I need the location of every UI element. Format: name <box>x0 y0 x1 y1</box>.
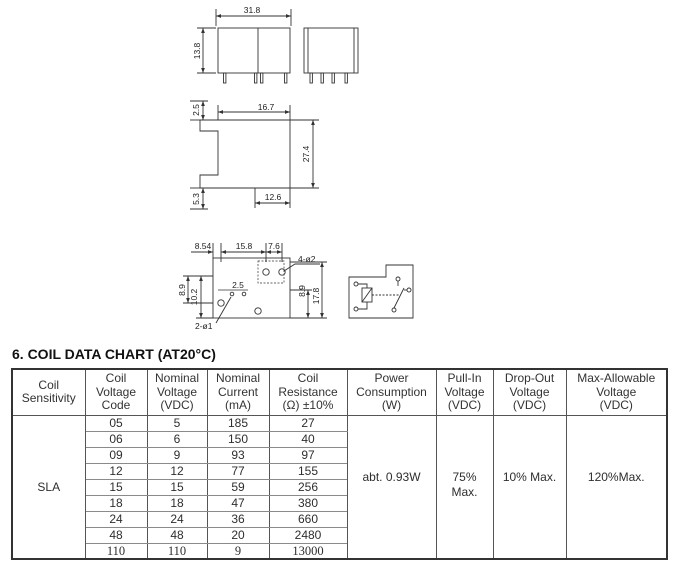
coil-resistance-cell: 380 <box>269 495 347 511</box>
large-hole-leader <box>284 264 320 271</box>
contact-terminal <box>396 277 400 281</box>
nominal-voltage-cell: 5 <box>147 415 207 431</box>
relay-pin <box>285 73 287 83</box>
pcb-left-dimension-label: 8.9 <box>177 284 187 296</box>
common-terminal <box>392 308 396 312</box>
coil-resistance-cell: 13000 <box>269 543 347 559</box>
pcb-top-dimension-label: 8.54 <box>194 241 212 251</box>
nominal-current-cell: 36 <box>207 511 269 527</box>
large-hole <box>218 300 224 306</box>
power-consumption-cell: abt. 0.93W <box>347 415 436 559</box>
table-header-row <box>12 369 667 415</box>
marking-area <box>258 261 284 283</box>
header-max-allowable-voltage: Max-Allowable Voltage (VDC) <box>566 369 667 415</box>
coil-sensitivity-cell: SLA <box>12 415 85 559</box>
nominal-voltage-cell: 6 <box>147 431 207 447</box>
header-nominal-voltage: Nominal Voltage (VDC) <box>147 369 207 415</box>
voltage-code-cell: 24 <box>85 511 147 527</box>
small-hole <box>230 292 234 296</box>
voltage-code-cell: 110 <box>85 543 147 559</box>
coil-lead <box>358 302 367 309</box>
nominal-current-cell: 77 <box>207 463 269 479</box>
section-title: 6. COIL DATA CHART (AT20°C) <box>12 346 216 362</box>
wiring-schematic <box>349 265 413 318</box>
length-dimension-label: 31.8 <box>243 5 261 15</box>
height-dimension-label: 13.8 <box>192 42 202 60</box>
table-row <box>12 415 667 431</box>
relay-pin <box>345 73 347 83</box>
nominal-voltage-cell: 9 <box>147 447 207 463</box>
depth-dimension-label: 27.4 <box>301 145 311 163</box>
relay-body-front <box>218 28 290 73</box>
large-hole <box>255 308 261 314</box>
coil-resistance-cell: 256 <box>269 479 347 495</box>
relay-outline <box>200 120 290 188</box>
coil-diagonal <box>362 288 372 302</box>
nominal-current-cell: 9 <box>207 543 269 559</box>
voltage-code-cell: 48 <box>85 527 147 543</box>
schematic-outline <box>349 265 413 318</box>
relay-body-side <box>304 28 358 73</box>
max-allowable-voltage-cell: 120%Max. <box>566 415 667 559</box>
pitch-dimension-label: 2.5 <box>232 280 244 290</box>
relay-pin <box>261 73 263 83</box>
outline-view <box>190 101 319 209</box>
header-coil-voltage-code: Coil Voltage Code <box>85 369 147 415</box>
nominal-current-cell: 150 <box>207 431 269 447</box>
relay-pin <box>224 73 226 83</box>
header-nominal-current: Nominal Current (mA) <box>207 369 269 415</box>
contact-terminal <box>407 288 411 292</box>
nominal-current-cell: 20 <box>207 527 269 543</box>
drop-out-voltage-cell: 10% Max. <box>493 415 566 559</box>
coil-data-table <box>11 368 668 560</box>
pcb-right-dimension-label: 17.8 <box>311 287 321 305</box>
bottom-width-dimension-label: 12.6 <box>264 192 282 202</box>
voltage-code-cell: 09 <box>85 447 147 463</box>
nominal-current-cell: 93 <box>207 447 269 463</box>
bottom-offset-dimension-label: 5.3 <box>191 193 201 205</box>
nominal-voltage-cell: 48 <box>147 527 207 543</box>
header-coil-sensitivity: Coil Sensitivity <box>12 369 85 415</box>
coil-resistance-cell: 2480 <box>269 527 347 543</box>
large-holes-label: 4-ø2 <box>298 254 316 264</box>
pcb-top-dimension-label: 7.6 <box>268 241 280 251</box>
pcb-right-dimension-label: 8.9 <box>297 285 307 297</box>
pcb-left-dimension-label: 10.2 <box>189 288 199 306</box>
coil-resistance-cell: 155 <box>269 463 347 479</box>
coil-resistance-cell: 40 <box>269 431 347 447</box>
voltage-code-cell: 15 <box>85 479 147 495</box>
coil-resistance-cell: 27 <box>269 415 347 431</box>
nominal-voltage-cell: 110 <box>147 543 207 559</box>
small-hole <box>242 292 246 296</box>
nominal-voltage-cell: 18 <box>147 495 207 511</box>
nominal-voltage-cell: 24 <box>147 511 207 527</box>
nominal-voltage-cell: 15 <box>147 479 207 495</box>
nominal-current-cell: 185 <box>207 415 269 431</box>
coil-lead <box>358 284 367 288</box>
top-width-dimension-label: 16.7 <box>257 102 275 112</box>
large-hole <box>263 269 269 275</box>
coil-terminal <box>354 282 358 286</box>
nominal-voltage-cell: 12 <box>147 463 207 479</box>
nominal-current-cell: 59 <box>207 479 269 495</box>
header-drop-out-voltage: Drop-Out Voltage (VDC) <box>493 369 566 415</box>
coil-resistance-cell: 97 <box>269 447 347 463</box>
voltage-code-cell: 06 <box>85 431 147 447</box>
voltage-code-cell: 12 <box>85 463 147 479</box>
voltage-code-cell: 18 <box>85 495 147 511</box>
header-coil-resistance: Coil Resistance (Ω) ±10% <box>269 369 347 415</box>
front-view <box>197 9 291 83</box>
pcb-top-dimension-label: 15.8 <box>235 241 253 251</box>
voltage-code-cell: 05 <box>85 415 147 431</box>
side-view <box>304 28 358 83</box>
switch-blade <box>394 288 404 308</box>
coil-terminal <box>354 307 358 311</box>
nominal-current-cell: 47 <box>207 495 269 511</box>
small-holes-label: 2-ø1 <box>195 321 213 331</box>
header-pull-in-voltage: Pull-In Voltage (VDC) <box>436 369 493 415</box>
relay-pin <box>321 73 323 83</box>
relay-pin <box>332 73 334 83</box>
coil-resistance-cell: 660 <box>269 511 347 527</box>
header-power-consumption: Power Consumption (W) <box>347 369 436 415</box>
relay-pin <box>310 73 312 83</box>
pull-in-voltage-cell: 75% Max. <box>436 415 493 559</box>
notch-dimension-label: 2.5 <box>191 104 201 116</box>
relay-pin <box>255 73 257 83</box>
